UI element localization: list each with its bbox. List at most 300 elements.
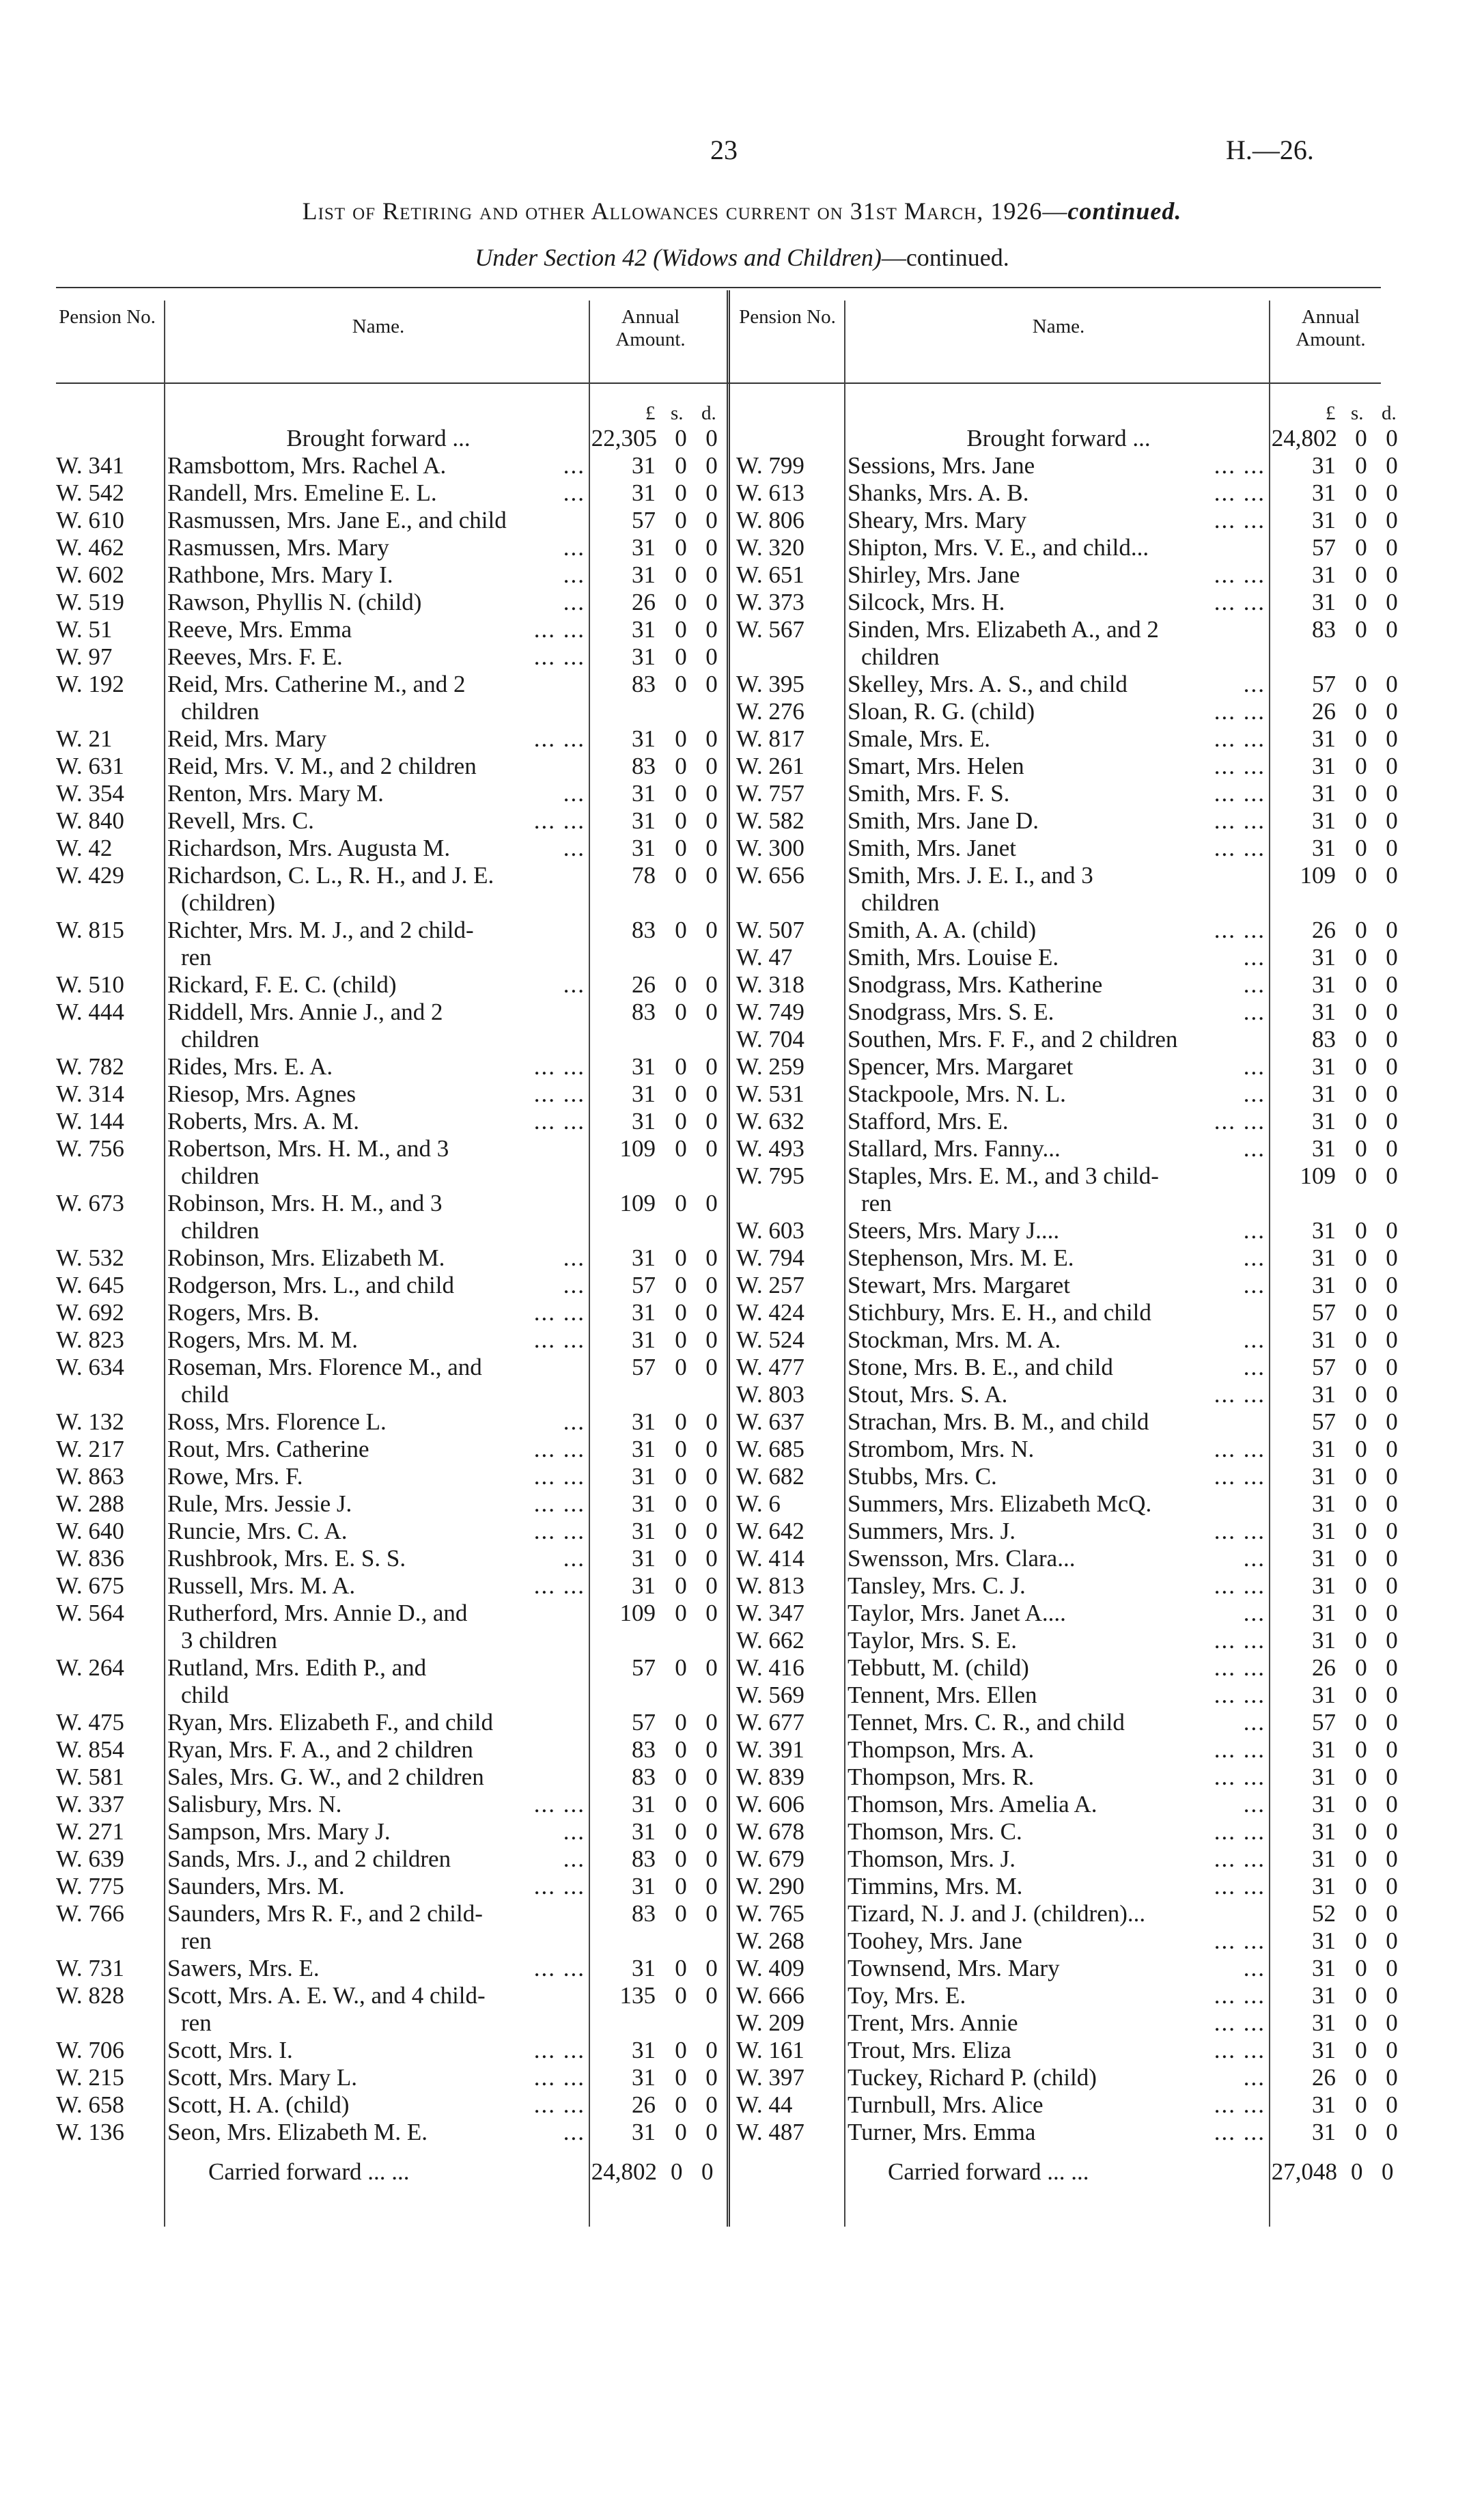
annual-amount-pence: 0 [705,1244,718,1271]
table-row [736,917,1405,944]
pensioner-name: Tebbutt, M. (child) [848,1654,1029,1681]
annual-amount-pounds: 31 [1312,1873,1336,1899]
leader-dots: ... ... [533,643,585,670]
pensioner-name: Sampson, Mrs. Mary J. [167,1818,391,1845]
annual-amount-shillings: 0 [1355,1518,1367,1544]
annual-amount-pounds: 31 [632,1572,656,1599]
pension-number: W. 391 [736,1736,804,1763]
pensioner-name-cell [848,1955,1270,1982]
pension-number: W. 840 [56,807,124,834]
pensioner-name: Rutherford, Mrs. Annie D., and [167,1600,468,1626]
annual-amount-shillings: 0 [675,1081,687,1107]
annual-amount-pence: 0 [705,1545,718,1572]
annual-amount-shillings: 0 [675,1518,687,1544]
annual-amount-shillings: 0 [1355,1490,1367,1517]
pension-number: W. 634 [56,1354,124,1380]
leader-dots: ... [1243,1955,1265,1981]
leader-dots: ... ... [1214,1654,1265,1681]
annual-amount-pence: 0 [1386,999,1398,1025]
annual-amount-pence: 0 [705,1135,718,1162]
right-carried-forward-shilling: 0 [1351,2158,1363,2185]
right-header-pension-no: Pension No. [739,306,836,328]
pension-number: W. 766 [56,1900,124,1927]
pensioner-name-cell [848,1108,1270,1135]
leader-dots: ... [563,534,585,561]
leader-dots: ... ... [1214,479,1265,506]
annual-amount-pounds: 31 [632,534,656,561]
pensioner-name-cell [167,1053,589,1081]
pensioner-name: Smith, Mrs. J. E. I., and 3 [848,862,1093,889]
pensioner-name-cell [167,807,589,835]
pensioner-name-cell [167,561,589,589]
left-unit-pound: £ [645,402,656,424]
annual-amount-pence: 0 [1386,2009,1398,2036]
pensioner-name: Sloan, R. G. (child) [848,698,1035,725]
leader-dots: ... ... [1214,753,1265,779]
annual-amount-pounds: 31 [1312,753,1336,779]
annual-amount-pounds: 135 [619,1982,656,2009]
table-row [736,1600,1405,1627]
leader-dots: ... [1243,1244,1265,1271]
leader-dots: ... ... [1214,507,1265,533]
annual-amount-pence: 0 [705,452,718,479]
pensioner-name-cell [167,1490,589,1518]
pension-number: W. 409 [736,1955,804,1981]
annual-amount-shillings: 0 [675,643,687,670]
annual-amount-pounds: 83 [632,1900,656,1927]
pensioner-name: Runcie, Mrs. C. A. [167,1518,348,1544]
table-row [736,1272,1405,1299]
table-row [56,1654,725,1682]
annual-amount-shillings: 0 [1355,1081,1367,1107]
leader-dots: ... ... [533,1299,585,1326]
table-row [736,1299,1405,1326]
pensioner-name-continuation: child [181,1381,229,1408]
pensioner-name-continuation: children [181,698,260,725]
table-row [736,2037,1405,2064]
pensioner-name-cell [167,1654,589,1682]
annual-amount-pence: 0 [1386,1627,1398,1654]
annual-amount-shillings: 0 [1355,862,1367,889]
pensioner-name-cell [167,479,589,507]
pension-number: W. 581 [56,1764,124,1790]
table-header-rule [56,382,1381,384]
annual-amount-pence: 0 [705,643,718,670]
annual-amount-pounds: 31 [632,1299,656,1326]
annual-amount-shillings: 0 [675,2091,687,2118]
annual-amount-shillings: 0 [1355,1846,1367,1872]
pensioner-name-cell [848,1026,1270,1053]
annual-amount-shillings: 0 [675,1244,687,1271]
annual-amount-shillings: 0 [1355,1955,1367,1981]
annual-amount-pence: 0 [1386,1682,1398,1708]
leader-dots: ... ... [1214,561,1265,588]
pensioner-name-cell [848,1654,1270,1682]
pensioner-name: Rule, Mrs. Jessie J. [167,1490,352,1517]
pensioner-name: Turnbull, Mrs. Alice [848,2091,1044,2118]
table-row [736,1244,1405,1272]
pensioner-name-cell [848,1217,1270,1244]
pensioner-name-cell [848,452,1270,479]
pensioner-name-cell [848,780,1270,807]
pension-number: W. 261 [736,753,804,779]
table-row [56,835,725,862]
pensioner-name-cell [848,1463,1270,1490]
table-row-continuation [56,698,725,725]
table-row [736,1518,1405,1545]
pensioner-name-cell [848,1272,1270,1299]
annual-amount-shillings: 0 [1355,1736,1367,1763]
annual-amount-pounds: 31 [632,1791,656,1817]
annual-amount-pounds: 31 [1312,479,1336,506]
pensioner-name-cell [848,1135,1270,1162]
pensioner-name-cell [848,1299,1270,1326]
pensioner-name-cell [848,589,1270,616]
leader-dots: ... ... [1214,780,1265,807]
annual-amount-shillings: 0 [675,589,687,615]
pension-number: W. 51 [56,616,113,643]
pension-number: W. 673 [56,1190,124,1216]
subtitle-tail: —continued. [881,244,1009,271]
annual-amount-pounds: 31 [1312,1326,1336,1353]
pension-number: W. 217 [56,1436,124,1462]
pensioner-name: Toy, Mrs. E. [848,1982,966,2009]
annual-amount-pounds: 31 [632,1436,656,1462]
left-carried-forward-amount: 24,802 [591,2158,657,2185]
annual-amount-pence: 0 [1386,1545,1398,1572]
table-row [56,999,725,1026]
annual-amount-pounds: 26 [632,2091,656,2118]
annual-amount-pounds: 57 [1312,1709,1336,1736]
annual-amount-shillings: 0 [1355,2037,1367,2063]
table-row [736,2119,1405,2146]
annual-amount-shillings: 0 [675,971,687,998]
annual-amount-pounds: 31 [632,1408,656,1435]
pensioner-name: Salisbury, Mrs. N. [167,1791,342,1817]
pensioner-name: Thomson, Mrs. C. [848,1818,1022,1845]
pension-number: W. 416 [736,1654,804,1681]
pension-number: W. 314 [56,1081,124,1107]
leader-dots: ... ... [533,2091,585,2118]
leader-dots: ... [563,1545,585,1572]
leader-dots: ... ... [1214,1736,1265,1763]
annual-amount-shillings: 0 [1355,479,1367,506]
pensioner-name: Ryan, Mrs. Elizabeth F., and child [167,1709,493,1736]
annual-amount-shillings: 0 [1355,2009,1367,2036]
pensioner-name: Reid, Mrs. V. M., and 2 children [167,753,477,779]
table-row [736,1955,1405,1982]
annual-amount-pounds: 57 [632,1709,656,1736]
annual-amount-shillings: 0 [1355,807,1367,834]
table-row [736,1572,1405,1600]
annual-amount-pounds: 31 [1312,589,1336,615]
left-brought-forward-row [56,425,725,452]
annual-amount-pounds: 31 [1312,1627,1336,1654]
pension-number: W. 397 [736,2064,804,2091]
pension-number: W. 144 [56,1108,124,1134]
pensioner-name: Tuckey, Richard P. (child) [848,2064,1097,2091]
table-row [56,479,725,507]
annual-amount-shillings: 0 [675,616,687,643]
leader-dots: ... ... [533,1791,585,1817]
pensioner-name-cell [848,1927,1270,1955]
table-row [56,807,725,835]
table-row [736,1026,1405,1053]
table-row [56,1108,725,1135]
table-row [56,452,725,479]
annual-amount-pounds: 31 [1312,1081,1336,1107]
pensioner-name-cell [848,1982,1270,2009]
annual-amount-pence: 0 [705,1463,718,1490]
pensioner-name: Renton, Mrs. Mary M. [167,780,384,807]
annual-amount-shillings: 0 [1355,1053,1367,1080]
table-row [56,1818,725,1846]
pensioner-name-cell [848,1518,1270,1545]
pensioner-name: Sinden, Mrs. Elizabeth A., and 2 [848,616,1159,643]
leader-dots: ... [1243,1600,1265,1626]
annual-amount-pounds: 78 [632,862,656,889]
annual-amount-pounds: 31 [632,1108,656,1134]
annual-amount-shillings: 0 [1355,534,1367,561]
annual-amount-pence: 0 [705,1654,718,1681]
pension-number: W. 519 [56,589,124,615]
pensioner-name: Thomson, Mrs. Amelia A. [848,1791,1097,1817]
annual-amount-pounds: 31 [1312,1490,1336,1517]
pensioner-name: Strachan, Mrs. B. M., and child [848,1408,1149,1435]
annual-amount-shillings: 0 [1355,999,1367,1025]
annual-amount-pence: 0 [1386,807,1398,834]
leader-dots: ... [1243,971,1265,998]
annual-amount-pence: 0 [1386,1381,1398,1408]
leader-dots: ... ... [1214,917,1265,943]
annual-amount-pence: 0 [705,1600,718,1626]
pension-number: W. 749 [736,999,804,1025]
pensioner-name: Richardson, C. L., R. H., and J. E. [167,862,494,889]
annual-amount-pence: 0 [705,1053,718,1080]
pensioner-name: Ryan, Mrs. F. A., and 2 children [167,1736,473,1763]
left-carried-forward-label: Carried forward ... ... [208,2158,410,2185]
leader-dots: ... [563,1818,585,1845]
pensioner-name: Stockman, Mrs. M. A. [848,1326,1061,1353]
table-row [56,862,725,889]
pensioner-name: Sheary, Mrs. Mary [848,507,1027,533]
annual-amount-pence: 0 [705,507,718,533]
annual-amount-pounds: 83 [632,999,656,1025]
annual-amount-pounds: 31 [632,1053,656,1080]
annual-amount-shillings: 0 [675,671,687,697]
annual-amount-shillings: 0 [1355,1436,1367,1462]
annual-amount-pence: 0 [705,616,718,643]
annual-amount-pence: 0 [705,671,718,697]
table-row [736,1982,1405,2009]
annual-amount-pounds: 83 [632,671,656,697]
leader-dots: ... ... [1214,1463,1265,1490]
pension-number: W. 21 [56,725,113,752]
leader-dots: ... [563,479,585,506]
table-row [56,1764,725,1791]
annual-amount-pounds: 31 [1312,1682,1336,1708]
pensioner-name-cell [848,835,1270,862]
annual-amount-pounds: 31 [1312,1982,1336,2009]
table-row [736,1354,1405,1381]
annual-amount-shillings: 0 [1355,1682,1367,1708]
pension-number: W. 462 [56,534,124,561]
table-row [56,1490,725,1518]
pension-number: W. 756 [56,1135,124,1162]
pension-number: W. 47 [736,944,793,971]
pensioner-name: Snodgrass, Mrs. S. E. [848,999,1054,1025]
table-row [56,1846,725,1873]
table-row [736,1818,1405,1846]
annual-amount-pence: 0 [1386,1873,1398,1899]
annual-amount-pence: 0 [705,971,718,998]
annual-amount-pounds: 31 [632,452,656,479]
annual-amount-pence: 0 [705,589,718,615]
annual-amount-pence: 0 [705,1518,718,1544]
table-row [736,944,1405,971]
pensioner-name-cell [848,1818,1270,1846]
table-row [736,534,1405,561]
annual-amount-shillings: 0 [1355,1818,1367,1845]
pensioner-name: Stephenson, Mrs. M. E. [848,1244,1074,1271]
pensioner-name: Townsend, Mrs. Mary [848,1955,1060,1981]
pensioner-name-cell [848,725,1270,753]
pension-number: W. 631 [56,753,124,779]
pension-number: W. 803 [736,1381,804,1408]
table-row-continuation [56,1026,725,1053]
annual-amount-shillings: 0 [675,1791,687,1817]
pension-number: W. 290 [736,1873,804,1899]
annual-amount-shillings: 0 [1355,753,1367,779]
annual-amount-shillings: 0 [1355,917,1367,943]
page-title [0,197,1484,225]
pension-number: W. 300 [736,835,804,861]
annual-amount-pence: 0 [705,1081,718,1107]
annual-amount-pence: 0 [705,1572,718,1599]
pensioner-name: Robinson, Mrs. H. M., and 3 [167,1190,443,1216]
annual-amount-pounds: 26 [1312,1654,1336,1681]
pensioner-name: Richardson, Mrs. Augusta M. [167,835,451,861]
table-row [56,1709,725,1736]
annual-amount-pounds: 31 [632,1545,656,1572]
annual-amount-pence: 0 [705,807,718,834]
pensioner-name: Rowe, Mrs. F. [167,1463,303,1490]
annual-amount-pounds: 31 [1312,971,1336,998]
table-row [736,835,1405,862]
pensioner-name: Toohey, Mrs. Jane [848,1927,1022,1954]
pension-number: W. 44 [736,2091,793,2118]
pensioner-name-cell [167,589,589,616]
annual-amount-pounds: 31 [1312,1736,1336,1763]
pension-number: W. 569 [736,1682,804,1708]
pensioner-name: Seon, Mrs. Elizabeth M. E. [167,2119,428,2145]
annual-amount-pounds: 31 [632,2037,656,2063]
pensioner-name: Rides, Mrs. E. A. [167,1053,333,1080]
right-carried-forward-pence: 0 [1382,2158,1394,2185]
annual-amount-pence: 0 [1386,780,1398,807]
annual-amount-pence: 0 [1386,1736,1398,1763]
annual-amount-pounds: 31 [632,2064,656,2091]
annual-amount-pence: 0 [705,479,718,506]
pension-number: W. 765 [736,1900,804,1927]
annual-amount-shillings: 0 [1355,2064,1367,2091]
annual-amount-shillings: 0 [675,1108,687,1134]
annual-amount-pounds: 31 [632,1873,656,1899]
pension-number: W. 603 [736,1217,804,1244]
pension-number: W. 815 [56,917,124,943]
pension-number: W. 429 [56,862,124,889]
annual-amount-pounds: 31 [1312,1108,1336,1134]
table-row-continuation [56,1217,725,1244]
pensioner-name-cell [848,2091,1270,2119]
pensioner-name-cell [848,1326,1270,1354]
pension-number: W. 637 [736,1408,804,1435]
annual-amount-pounds: 31 [632,2119,656,2145]
pension-number: W. 354 [56,780,124,807]
table-row [56,1463,725,1490]
pensioner-name-cell [848,1791,1270,1818]
annual-amount-pence: 0 [705,1108,718,1134]
annual-amount-pence: 0 [1386,944,1398,971]
pension-number: W. 610 [56,507,124,533]
table-row [736,452,1405,479]
annual-amount-pounds: 83 [1312,616,1336,643]
pensioner-name-cell [167,1600,589,1627]
table-row [736,1217,1405,1244]
leader-dots: ... [1243,944,1265,971]
table-row [56,534,725,561]
annual-amount-pence: 0 [1386,1490,1398,1517]
pension-number: W. 337 [56,1791,124,1817]
leader-dots: ... ... [533,1108,585,1134]
pension-number: W. 414 [736,1545,804,1572]
pensioner-name: Smart, Mrs. Helen [848,753,1024,779]
annual-amount-pence: 0 [1386,1463,1398,1490]
pension-number: W. 564 [56,1600,124,1626]
annual-amount-pence: 0 [1386,698,1398,725]
pensioner-name-cell [848,999,1270,1026]
pensioner-name: Swensson, Mrs. Clara... [848,1545,1076,1572]
pensioner-name-cell [848,1053,1270,1081]
pension-number: W. 259 [736,1053,804,1080]
pensioner-name-cell [167,1436,589,1463]
table-row [736,616,1405,643]
annual-amount-pence: 0 [1386,671,1398,697]
annual-amount-shillings: 0 [1355,1108,1367,1134]
leader-dots: ... [1243,1709,1265,1736]
pension-number: W. 639 [56,1846,124,1872]
annual-amount-shillings: 0 [675,534,687,561]
pension-number: W. 678 [736,1818,804,1845]
table-row [736,1463,1405,1490]
annual-amount-pounds: 31 [632,835,656,861]
table-row [736,1927,1405,1955]
annual-amount-pence: 0 [1386,1135,1398,1162]
pensioner-name-cell [848,698,1270,725]
pensioner-name-cell [848,2064,1270,2091]
pension-number: W. 444 [56,999,124,1025]
annual-amount-pounds: 83 [632,1736,656,1763]
table-row [56,561,725,589]
leader-dots: ... ... [533,616,585,643]
annual-amount-pence: 0 [705,2091,718,2118]
pension-number: W. 602 [56,561,124,588]
annual-amount-pence: 0 [1386,1518,1398,1544]
pensioner-name-continuation: 3 children [181,1627,277,1654]
annual-amount-shillings: 0 [675,862,687,889]
annual-amount-pounds: 31 [632,561,656,588]
pensioner-name-cell [167,507,589,534]
